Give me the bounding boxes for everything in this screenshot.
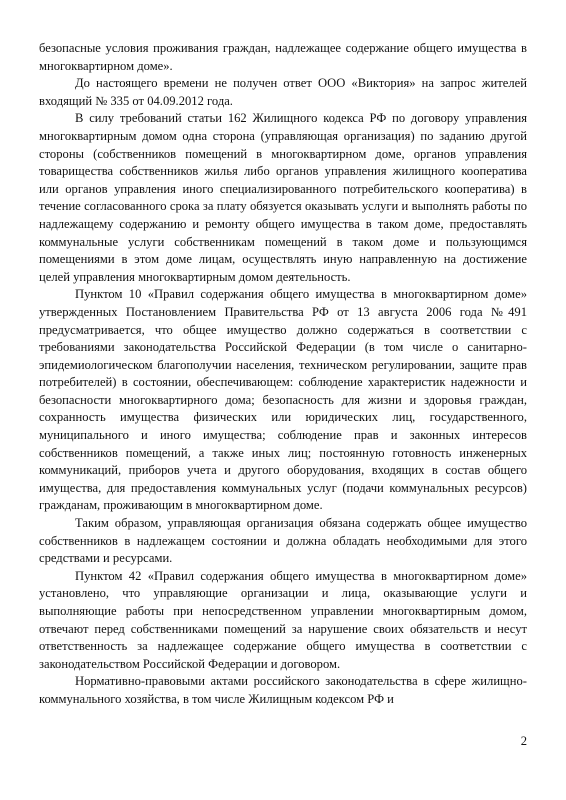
paragraph-no-response: До настоящего времени не получен ответ ООО «Виктория» на запрос жителей входящий № 335 от 04.09.2012 года. (39, 76, 527, 108)
paragraph-rule-10: Пунктом 10 «Правил содержания общего имущества в многоквартирном доме» утвержденных Постановлением Правительства РФ от 13 августа 2006 года №491 предусматривается, что общее имущество должно содержаться в соответствии с требованиями законодательства Российской Федерации (в том числе о санитарно-эпидемиологическом благополучии населения, техническом регулировании, защите прав потребителей) в состоянии, обеспечивающем: соблюдение характеристик надежности и безопасности многоквартирного дома; безопасность для жизни и здоровья граждан, сохранность имущества физических или юридических лиц, государственного, муниципального и иного имущества; соблюдение прав и законных интересов собственников помещений, а также иных лиц; постоянную готовность инженерных коммуникаций, приборов учета и другого оборудования, входящих в состав общего имущества, для предоставления коммунальных услуг (подачи коммунальных ресурсов) гражданам, проживающим в многоквартирном доме. (39, 287, 527, 513)
paragraph-conclusion: Таким образом, управляющая организация обязана содержать общее имущество собственников в надлежащем состоянии и должна обладать необходимыми для этого средствами и ресурсами. (39, 516, 527, 566)
paragraph-article-162: В силу требований статьи 162 Жилищного кодекса РФ по договору управления многоквартирным домом одна сторона (управляющая организация) по заданию другой стороны (собственников помещений в многоквартирном доме, органов управления товарищества собственников жилья либо органов управления жилищного кооператива или органов управления иного специализированного потребительского кооператива) в течение согласованного срока за плату обязуется оказывать услуги и выполнять работы по надлежащему содержанию и ремонту общего имущества в таком доме, предоставлять коммунальные услуги собственникам помещений в таком доме и пользующимся помещениями в этом доме лицам, осуществлять иную направленную на достижение целей управления многоквартирным домом деятельность. (39, 111, 527, 284)
page-number: 2 (520, 734, 527, 748)
paragraph-continuation: безопасные условия проживания граждан, надлежащее содержание общего имущества в многоквартирном доме». (39, 41, 527, 73)
document-body (39, 40, 527, 709)
paragraph-normative-acts: Нормативно-правовыми актами российского законодательства в сфере жилищно-коммунального хозяйства, в том числе Жилищным кодексом РФ и (39, 674, 527, 706)
paragraph-rule-42: Пунктом 42 «Правил содержания общего имущества в многоквартирном доме» установлено, что управляющие организации и лица, оказывающие услуги и выполняющие работы при непосредственном управлении многоквартирным домом, отвечают перед собственниками помещений за нарушение своих обязательств и несут ответственность за надлежащее содержание общего имущества в соответствии с законодательством Российской Федерации и договором. (39, 568, 527, 671)
